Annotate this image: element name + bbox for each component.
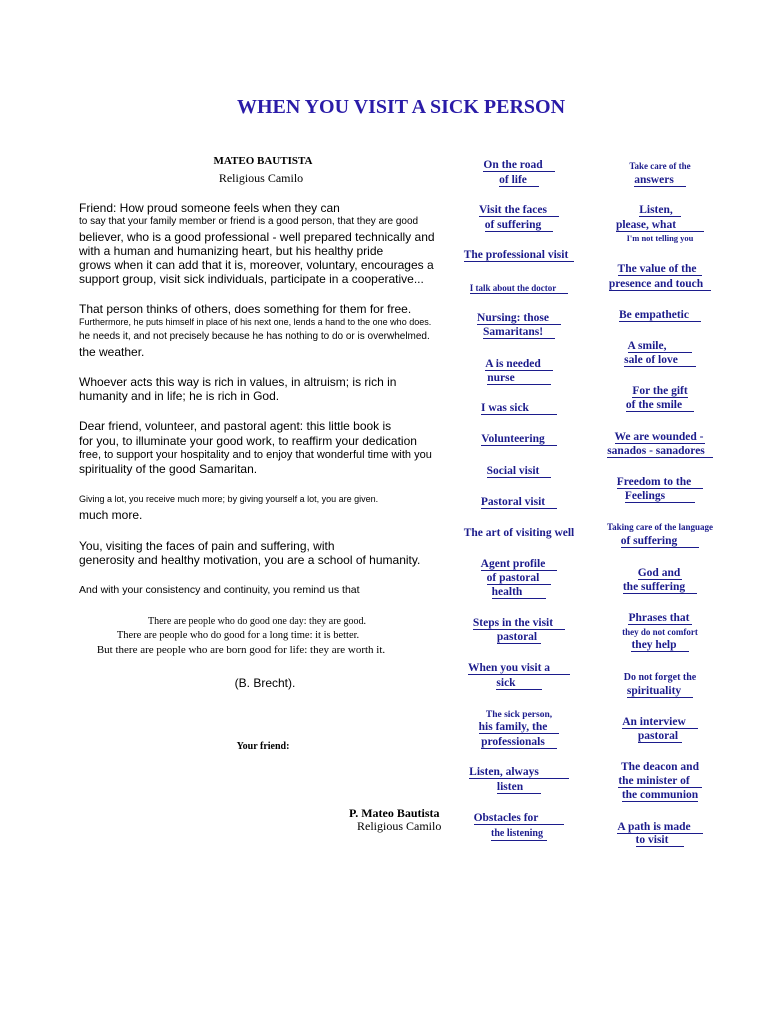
letter-line: Furthermore, he puts himself in place of his next one, lends a hand to the one who does. xyxy=(79,317,432,327)
toc-link-line[interactable]: Steps in the visit xyxy=(473,617,565,630)
toc-link-line[interactable]: Social visit xyxy=(487,465,552,478)
toc-link-line[interactable]: of pastoral xyxy=(487,572,552,585)
letter-line: he needs it, and not precisely because he has nothing to do or is overwhelmed. xyxy=(79,331,430,342)
toc-link-line[interactable]: A is needed xyxy=(485,358,553,371)
toc-link-line[interactable]: An interview xyxy=(622,716,698,729)
toc-link-line[interactable]: The sick person, xyxy=(485,710,553,720)
toc-link-line[interactable]: On the road xyxy=(483,159,554,172)
toc-link-line[interactable]: Feelings xyxy=(625,490,695,503)
toc-link-line[interactable]: Pastoral visit xyxy=(481,496,557,509)
toc-link-line[interactable]: of the smile xyxy=(626,399,694,412)
toc-link-line[interactable]: health xyxy=(492,586,547,599)
toc-link-line[interactable]: answers xyxy=(634,174,686,187)
toc-link-line[interactable]: We are wounded - xyxy=(614,431,704,443)
toc-link-line[interactable]: Be empathetic xyxy=(619,309,701,322)
toc-link-line[interactable]: For the gift xyxy=(632,385,688,397)
letter-line: believer, who is a good professional - well prepared technically and xyxy=(79,230,435,244)
toc-link-line[interactable]: God and xyxy=(637,567,681,579)
toc-link-line[interactable]: A path is made xyxy=(617,821,702,834)
toc-link-line[interactable]: sale of love xyxy=(624,354,696,367)
author-role: Religious Camilo xyxy=(218,171,304,185)
toc-link-line[interactable]: listen xyxy=(497,781,541,794)
toc-link-line[interactable]: the listening xyxy=(491,829,547,841)
closing-greeting: Your friend: xyxy=(236,741,290,752)
letter-line: with a human and humanizing heart, but his healthy pride xyxy=(79,244,384,258)
letter-line: to say that your family member or friend is a good person, that they are good xyxy=(79,216,419,227)
letter-line: much more. xyxy=(79,508,143,522)
toc-link-line[interactable]: Freedom to the xyxy=(617,476,704,489)
toc-link-line[interactable]: I talk about the doctor xyxy=(470,284,569,294)
letter-line: Whoever acts this way is rich in values, in altruism; is rich in xyxy=(79,375,397,389)
toc-link-line[interactable]: Do not forget the xyxy=(623,672,697,683)
toc-link-line[interactable]: the communion xyxy=(621,789,699,801)
letter-line: support group, visit sick individuals, participate in a cooperative... xyxy=(79,272,424,286)
toc-link-line[interactable]: his family, the xyxy=(479,721,560,734)
toc-link-line[interactable]: Phrases that xyxy=(628,612,690,624)
letter-line: generosity and healthy motivation, you are a school of humanity. xyxy=(79,553,421,567)
toc-link-line[interactable]: presence and touch xyxy=(609,278,711,291)
toc-link-line[interactable]: of suffering xyxy=(621,535,700,548)
toc-link-line[interactable]: to visit xyxy=(636,834,685,847)
toc-link-line[interactable]: Volunteering xyxy=(481,433,556,446)
toc-link-line[interactable]: spirituality xyxy=(627,685,693,698)
toc-link-line[interactable]: sanados - sanadores xyxy=(607,445,713,458)
letter-line: Giving a lot, you receive much more; by giving yourself a lot, you are given. xyxy=(79,494,379,504)
toc-link-line[interactable]: of life xyxy=(499,174,539,187)
toc-link-line[interactable]: The art of visiting well xyxy=(463,527,575,539)
toc-link-line[interactable]: Taking care of the language xyxy=(606,522,713,532)
document-title: WHEN YOU VISIT A SICK PERSON xyxy=(236,96,566,118)
toc-link-line[interactable]: Agent profile xyxy=(481,558,558,571)
toc-link-line[interactable]: I was sick xyxy=(481,402,557,415)
letter-line: That person thinks of others, does something for them for free. xyxy=(79,302,412,316)
letter-line: spirituality of the good Samaritan. xyxy=(79,462,258,476)
letter-line: You, visiting the faces of pain and suffering, with xyxy=(79,539,335,553)
toc-link-line[interactable]: of suffering xyxy=(485,219,554,232)
signature-name: P. Mateo Bautista xyxy=(349,806,440,820)
toc-link-line[interactable]: professionals xyxy=(481,736,557,749)
toc-link-line[interactable]: sick xyxy=(496,677,541,690)
toc-link-line[interactable]: Visit the faces xyxy=(479,204,559,217)
quote-attribution: (B. Brecht). xyxy=(234,676,296,690)
toc-link-line[interactable]: the suffering xyxy=(623,581,697,594)
letter-line: free, to support your hospitality and to enjoy that wonderful time with you xyxy=(79,449,432,461)
signature-role: Religious Camilo xyxy=(357,819,442,833)
letter-line: Friend: How proud someone feels when they can xyxy=(79,201,340,215)
toc-link-line[interactable]: The professional visit xyxy=(464,249,575,262)
toc-link-line[interactable]: the minister of xyxy=(618,775,701,788)
toc-link-line[interactable]: When you visit a xyxy=(468,662,570,675)
quote-line: There are people who do good for a long time: it is better. xyxy=(116,630,360,641)
letter-line: Dear friend, volunteer, and pastoral agent: this little book is xyxy=(79,419,392,433)
toc-link-line[interactable]: The deacon and xyxy=(621,761,699,773)
letter-line: the weather. xyxy=(79,345,145,359)
toc-link-line[interactable]: they do not comfort xyxy=(622,627,698,637)
letter-line: for you, to illuminate your good work, to reaffirm your dedication xyxy=(79,434,417,448)
toc-link-line[interactable]: Listen, always xyxy=(469,766,569,779)
toc-link-line[interactable]: pastoral xyxy=(638,730,682,743)
author-name: MATEO BAUTISTA xyxy=(213,155,313,167)
quote-line: There are people who do good one day: they are good. xyxy=(148,616,366,627)
toc-link-line[interactable]: they help xyxy=(631,639,688,652)
toc-link-line[interactable]: Take care of the xyxy=(629,161,691,171)
toc-link-line[interactable]: The value of the xyxy=(618,263,703,276)
quote-line: But there are people who are born good for life: they are worth it. xyxy=(96,644,386,656)
toc-link-line[interactable]: Obstacles for xyxy=(474,812,565,825)
toc-link-line[interactable]: Listen, xyxy=(639,204,681,217)
toc-link-line[interactable]: Nursing: those xyxy=(477,312,561,325)
letter-line: grows when it can add that it is, moreover, voluntary, encourages a xyxy=(79,258,434,272)
toc-link-line[interactable]: please, what xyxy=(616,219,704,232)
toc-link-line[interactable]: nurse xyxy=(487,372,550,385)
toc-link-line[interactable]: Samaritans! xyxy=(483,326,555,339)
letter-line: humanity and in life; he is rich in God. xyxy=(79,389,280,403)
toc-link-line[interactable]: pastoral xyxy=(497,631,541,644)
letter-line: And with your consistency and continuity, you remind us that xyxy=(79,584,360,596)
toc-link-line[interactable]: A smile, xyxy=(628,340,693,353)
toc-link-line[interactable]: I'm not telling you xyxy=(626,233,694,243)
